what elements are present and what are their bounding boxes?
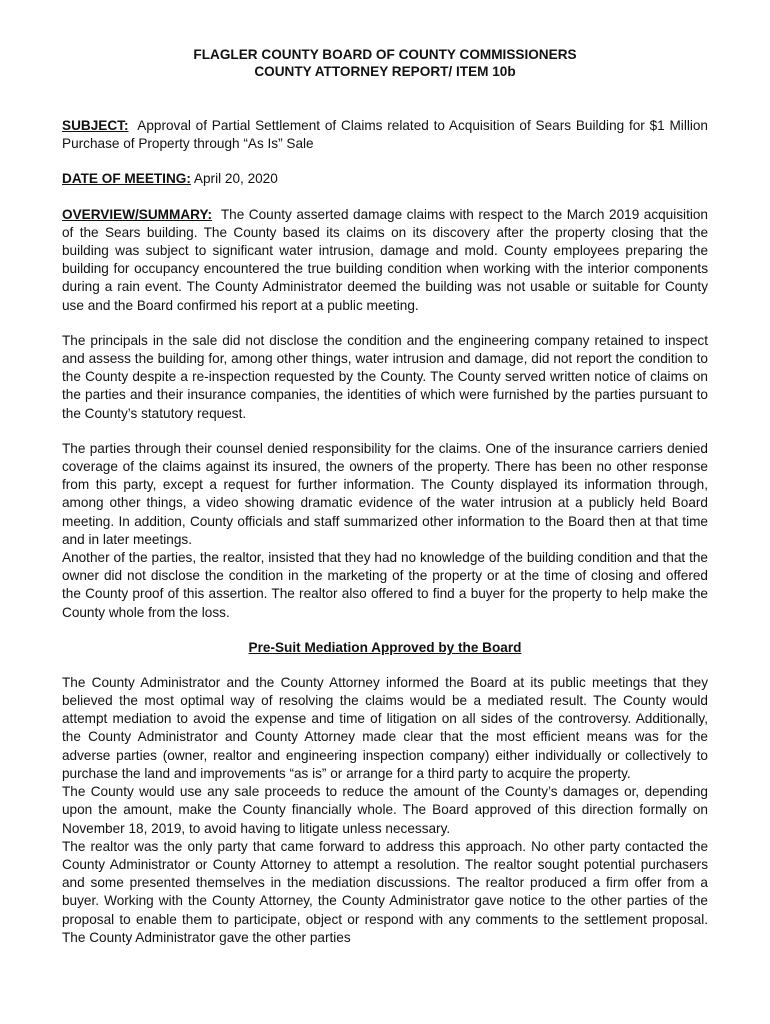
meeting-date-paragraph <box>62 170 708 188</box>
subject-label: SUBJECT: <box>62 118 129 133</box>
meeting-date-label: DATE OF MEETING: <box>62 171 191 187</box>
overview-paragraph <box>62 206 708 315</box>
body-paragraph: The realtor was the only party that came forward to address this approach. No other party contacted the County Administrator or County Attorney to attempt a resolution. The realtor sought potential purchasers and some presented themselves in the mediation discussions. The realtor produced a firm offer from a buyer. Working with the County Attorney, the County Administrator gave notice to the other parties of the proposal to enable them to participate, object or respond with any comments to the settlement proposal. The County Administrator gave the other parties <box>62 838 708 945</box>
header-report-title: COUNTY ATTORNEY REPORT/ ITEM 10b <box>254 64 516 79</box>
body-paragraph: The principals in the sale did not disclose the condition and the engineering company retained to inspect and assess the building for, among other things, water intrusion and damage, did not report the condition to the County despite a re-inspection requested by the County. The County served written notice of claims on the parties and their insurance companies, the identities of which were furnished by the parties pursuant to the County’s statutory request. <box>62 332 708 421</box>
meeting-date-text: April 20, 2020 <box>193 171 278 187</box>
subject-text: Approval of Partial Settlement of Claims related to Acquisition of Sears Building for $1 Million Purchase of Property through “As Is” Sale <box>62 118 708 152</box>
document-header <box>62 46 708 80</box>
overview-label: OVERVIEW/SUMMARY: <box>62 206 213 222</box>
body-paragraph: Another of the parties, the realtor, insisted that they had no knowledge of the building condition and that the owner did not disclose the condition in the marketing of the property or at the time of closing and offered the County proof of this assertion. The realtor also offered to find a buyer for the property to help make the County whole from the loss. <box>62 550 708 620</box>
body-paragraph: The County would use any sale proceeds to reduce the amount of the County’s damages or, depending upon the amount, make the County financially whole. The Board approved of this direction formally on November 18, 2019, to avoid having to litigate unless necessary. <box>62 784 708 836</box>
body-paragraph: The parties through their counsel denied responsibility for the claims. One of the insurance carriers denied coverage of the claims against its insured, the owners of the property. There has been no other response from this party, except a request for further information. The County displayed its information through, among other things, a video showing dramatic evidence of the water intrusion at a publicly held Board meeting. In addition, County officials and staff summarized other information to the Board then at that time and in later meetings. <box>62 440 708 547</box>
body-paragraph: The County Administrator and the County Attorney informed the Board at its public meetings that they believed the most optimal way of resolving the claims would be a mediated result. The County would attempt mediation to avoid the expense and time of litigation on all sides of the controversy. Additionally, the County Administrator and County Attorney made clear that the most efficient means was for the adverse parties (owner, realtor and engineering inspection company) either individually or collectively to purchase the land and improvements “as is” or arrange for a third party to acquire the property. <box>62 674 708 781</box>
subject-paragraph <box>62 117 708 153</box>
header-board-title: FLAGLER COUNTY BOARD OF COUNTY COMMISSIONERS <box>193 47 577 62</box>
overview-text: The County asserted damage claims with respect to the March 2019 acquisition of the Sears building. The County based its claims on its discovery after the property closing that the building was subject to significant water intrusion, damage and mold. County employees preparing the building for occupancy encountered the true building condition when working with the interior components during a rain event. The County Administrator deemed the building was not usable or suitable for County use and the Board confirmed his report at a public meeting. <box>62 206 708 313</box>
section-heading: Pre-Suit Mediation Approved by the Board <box>248 639 522 655</box>
